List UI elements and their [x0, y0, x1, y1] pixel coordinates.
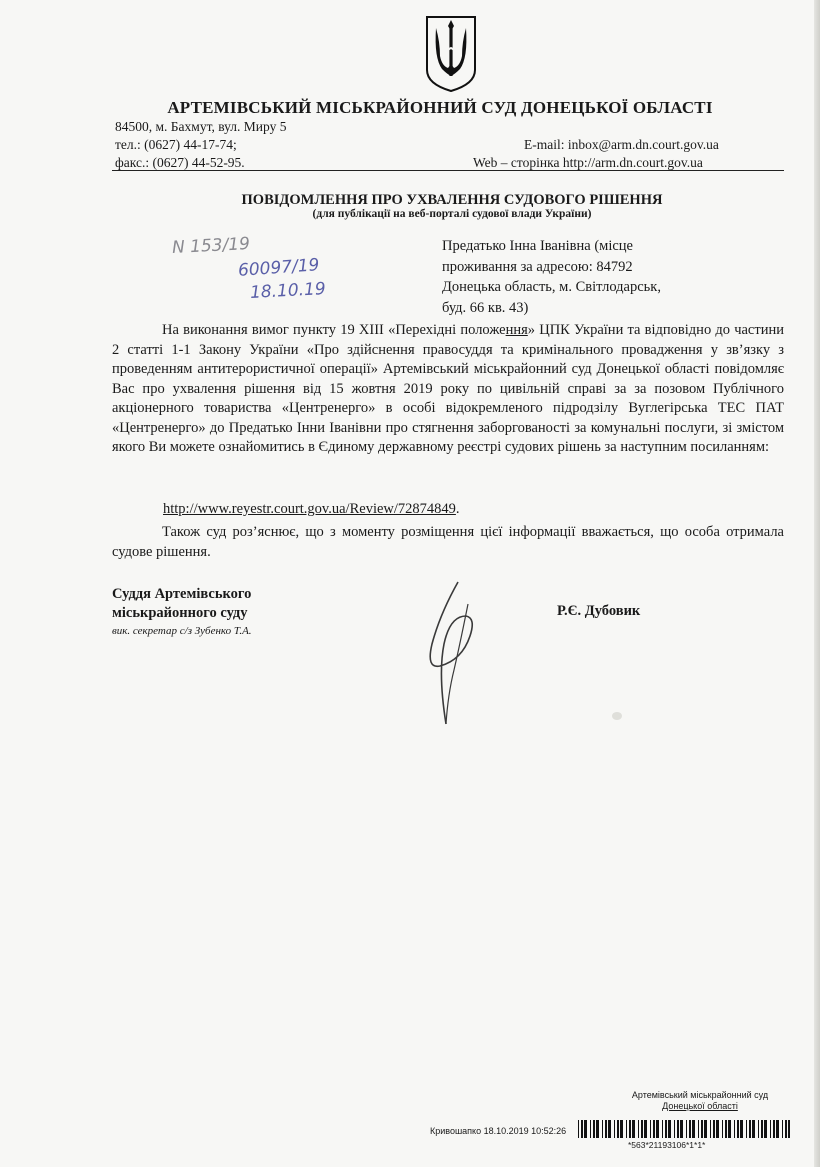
stamp-court-line: Донецької області — [662, 1100, 738, 1111]
barcode-text: *563*21193106*1*1* — [628, 1140, 706, 1150]
scan-edge — [814, 0, 820, 1167]
handwritten-signature-icon — [410, 574, 500, 734]
court-name: АРТЕМІВСЬКИЙ МІСЬКРАЙОННИЙ СУД ДОНЕЦЬКОЇ ОБЛАСТІ — [167, 98, 713, 117]
trident-emblem-icon — [424, 14, 478, 94]
registration-stamp-court — [600, 1090, 800, 1111]
handwritten-date: 18.10.19 — [249, 279, 327, 303]
stamp-court-line: Артемівський міськрайонний суд — [631, 1090, 769, 1100]
body-text-part: » ЦПК України та відповідно до частини 2 статті 1-1 Закону України «Про здійснення правосуддя та кримінального провадження у зв’язку з проведенням антитерористичної операції» Артемівський міськрайонний суд Донецької області повідомляє Вас про ухвалення рішення від 15 жовтня 2019 року по цивільній справі за за позовом Публічного акціонерного товариства «Центренерго» в особі відокремленого підродзілу Вуглегірська ТЕС ПАТ «Центренерго» до Предатько Інни Іванівни про стягнення заборгованості за комунальні послуги, зі змістом якого Ви можете ознайомитись в Єдиному державному реєстрі судових рішень за наступним посиланням: — [112, 322, 784, 455]
registry-link-line — [163, 501, 460, 518]
recipient-line: проживання за адресою: 84792 — [442, 258, 633, 275]
court-fax: факс.: (0627) 44-52-95. — [115, 155, 245, 170]
judge-title-line: міськрайонного суду — [112, 605, 248, 621]
court-website: Web – сторінка http://arm.dn.court.gov.ua — [473, 155, 703, 170]
judge-name: Р.Є. Дубовик — [557, 603, 641, 619]
recipient-line: Донецька область, м. Світлодарськ, — [442, 279, 661, 295]
recipient-block — [442, 236, 722, 318]
court-phone: тел.: (0627) 44-17-74; — [115, 137, 237, 152]
registration-stamp-user-time: Кривошапко 18.10.2019 10:52:26 — [430, 1126, 567, 1136]
body-text-underlined: ння — [505, 322, 528, 338]
notice-title: ПОВІДОМЛЕННЯ ПРО УХВАЛЕННЯ СУДОВОГО РІШЕННЯ — [241, 192, 663, 208]
notice-subtitle: (для публікації на веб-порталі судової влади України) — [312, 208, 592, 220]
registry-link-suffix: . — [455, 501, 460, 517]
body-text-part: На виконання вимог пункту 19 XIII «Перехідні положе — [162, 322, 506, 338]
handwritten-ref-number: N 153/19 — [171, 233, 251, 259]
registry-link[interactable]: http://www.reyestr.court.gov.ua/Review/72874849 — [163, 501, 456, 517]
handwritten-incoming-number: 60097/19 — [237, 255, 321, 281]
judge-title — [112, 585, 251, 623]
court-email: E-mail: inbox@arm.dn.court.gov.ua — [524, 137, 719, 152]
secretary-note: вик. секретар с/з Зубенко Т.А. — [112, 625, 252, 637]
recipient-line: буд. 66 кв. 43) — [442, 299, 529, 316]
clarification-paragraph: Також суд роз’яснює, що з моменту розміщення цієї інформації вважається, що особа отримала судове рішення. — [112, 524, 784, 560]
barcode-icon — [578, 1120, 790, 1138]
notice-body-paragraph — [112, 321, 784, 458]
court-address: 84500, м. Бахмут, вул. Миру 5 — [115, 119, 287, 134]
paper-smudge — [612, 712, 622, 720]
judge-title-line: Суддя Артемівського — [112, 586, 252, 602]
header-divider — [112, 170, 784, 171]
recipient-line: Предатько Інна Іванівна (місце — [442, 238, 633, 254]
